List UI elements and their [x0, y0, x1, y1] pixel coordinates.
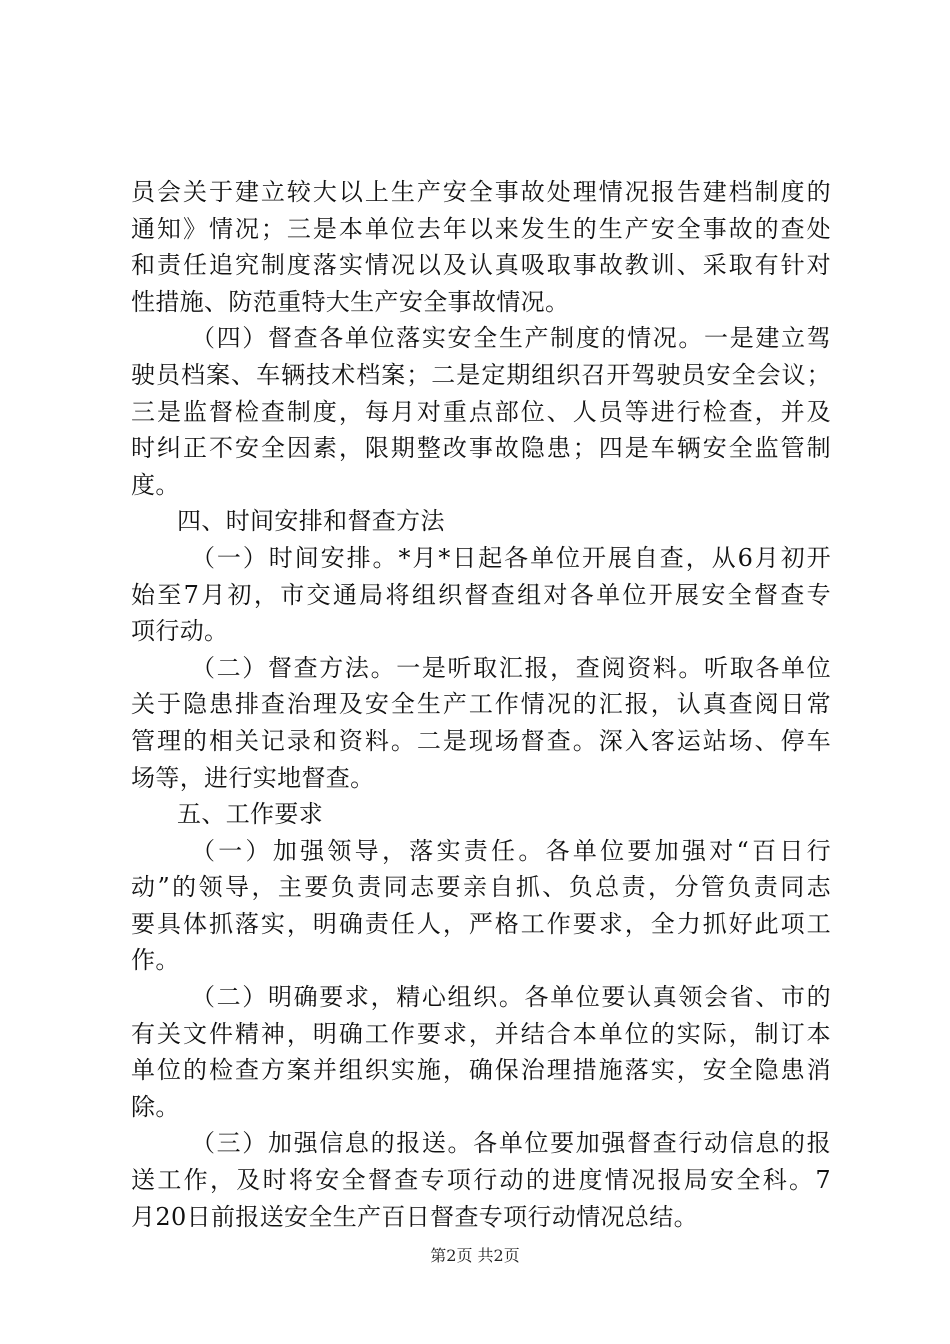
paragraph-heading-line: （四）督查各单位落实安全生产制度的情况。一是建立驾 [191, 324, 831, 353]
section-heading: 五、工作要求 [177, 800, 324, 829]
body-line: 时纠正不安全因素，限期整改事故隐患；四是车辆安全监管制 [131, 434, 831, 463]
body-line: 关于隐患排查治理及安全生产工作情况的汇报，认真查阅日常 [131, 690, 831, 719]
body-line: 月20日前报送安全生产百日督查专项行动情况总结。 [131, 1202, 698, 1231]
body-line: 员会关于建立较大以上生产安全事故处理情况报告建档制度的 [131, 178, 831, 206]
body-line: 动”的领导，主要负责同志要亲自抓、负总责，分管负责同志 [131, 873, 831, 902]
document-body [131, 174, 831, 1235]
body-line: 三是监督检查制度，每月对重点部位、人员等进行检查，并及 [131, 397, 831, 426]
body-line: 场等，进行实地督查。 [131, 763, 375, 792]
page-number-footer: 第2页 共2页 [430, 1246, 520, 1265]
body-line: 通知》情况；三是本单位去年以来发生的生产安全事故的查处 [131, 214, 831, 243]
paragraph-heading-line: （一）时间安排。*月*日起各单位开展自查，从6月初开 [191, 543, 831, 572]
paragraph-heading-line: （一）加强领导，落实责任。各单位要加强对“百日行 [191, 836, 831, 865]
section-heading: 四、时间安排和督查方法 [177, 507, 445, 536]
body-line: 度。 [131, 470, 180, 499]
body-line: 作。 [131, 946, 180, 975]
paragraph-heading-line: （三）加强信息的报送。各单位要加强督查行动信息的报 [191, 1129, 831, 1158]
paragraph-heading-line: （二）明确要求，精心组织。各单位要认真领会省、市的 [191, 983, 831, 1012]
body-line: 送工作，及时将安全督查专项行动的进度情况报局安全科。7 [131, 1166, 831, 1195]
body-line: 性措施、防范重特大生产安全事故情况。 [131, 287, 570, 316]
body-line: 始至7月初，市交通局将组织督查组对各单位开展安全督查专 [131, 580, 831, 609]
body-line: 管理的相关记录和资料。二是现场督查。深入客运站场、停车 [131, 726, 831, 755]
body-line: 除。 [131, 1092, 180, 1121]
body-line: 有关文件精神，明确工作要求，并结合本单位的实际，制订本 [131, 1019, 831, 1048]
body-line: 项行动。 [131, 617, 229, 646]
body-line: 要具体抓落实，明确责任人，严格工作要求，全力抓好此项工 [131, 909, 831, 938]
body-line: 和责任追究制度落实情况以及认真吸取事故教训、采取有针对 [131, 251, 831, 280]
body-line: 驶员档案、车辆技术档案；二是定期组织召开驾驶员安全会议； [131, 360, 831, 389]
paragraph-heading-line: （二）督查方法。一是听取汇报，查阅资料。听取各单位 [191, 653, 831, 682]
body-line: 单位的检查方案并组织实施，确保治理措施落实，安全隐患消 [131, 1056, 831, 1085]
